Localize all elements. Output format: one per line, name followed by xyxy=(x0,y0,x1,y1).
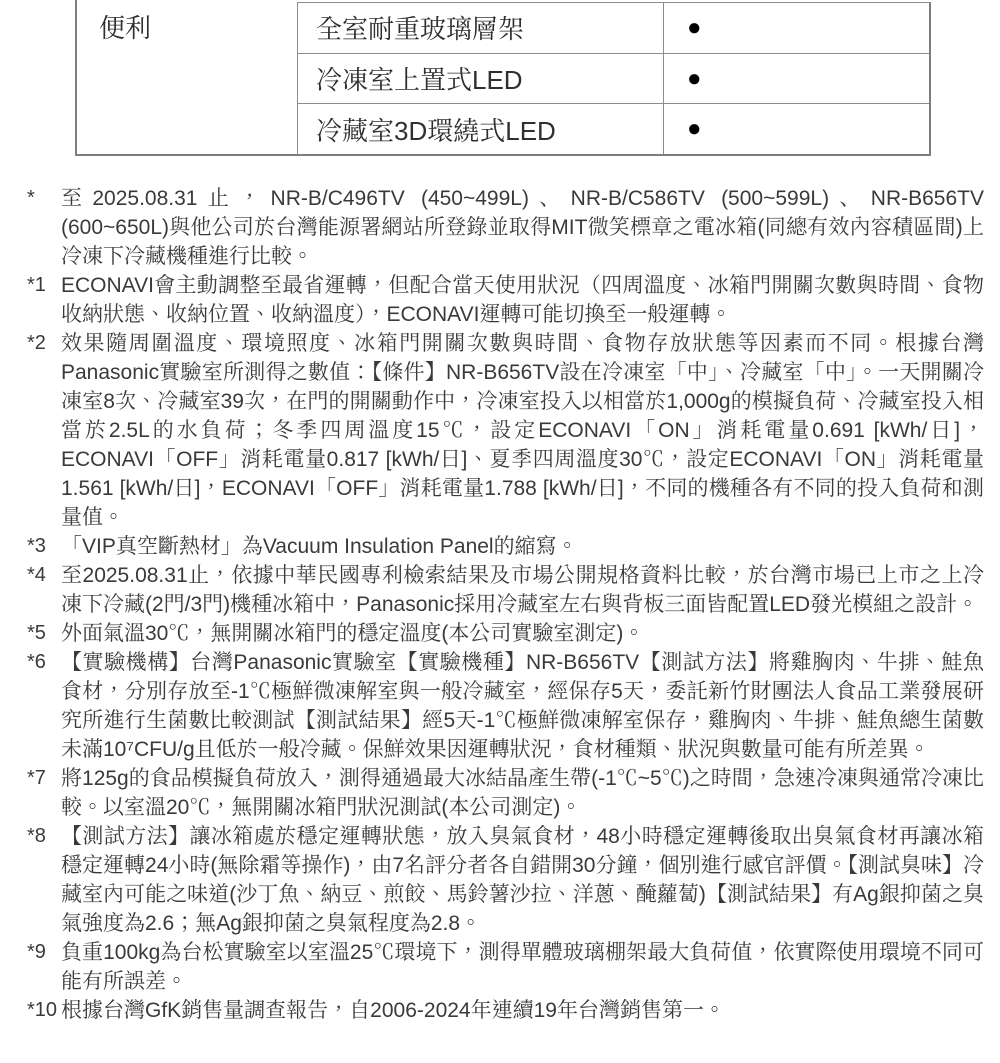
footnote-item xyxy=(0,619,1000,648)
footnote-marker: *2 xyxy=(27,332,46,354)
filled-dot-icon: ● xyxy=(687,115,702,143)
footnote-text: 效果隨周圍溫度、環境照度、冰箱門開關次數與時間、食物存放狀態等因素而不同。根據台灣Panasonic實驗室所測得之數值：【條件】NR-B656TV設在冷凍室「中」、冷藏室「中」。一天開關冷凍室8次、冷藏室39次，在門的開關動作中，冷凍室投入以相當於1,000g的模擬負荷、冷藏室投入相當於2.5L的水負荷；冬季四周溫度15℃，設定ECONAVI「ON」消耗電量0.691 [kWh/日]，ECONAVI「OFF」消耗電量0.817 [kWh/日]、夏季四周溫度30℃，設定ECONAVI「ON」消耗電量1.561 [kWh/日]，ECONAVI「OFF」消耗電量1.788 [kWh/日]，不同的機種各有不同的投入負荷和測量值。 xyxy=(61,332,984,529)
feature-presence-cell xyxy=(664,104,929,154)
footnote-text: 負重100kg為台松實驗室以室溫25℃環境下，測得單體玻璃棚架最大負荷值，依實際使用環境不同可能有所誤差。 xyxy=(61,941,984,993)
footnote-marker: *1 xyxy=(27,274,46,296)
footnote-marker: *5 xyxy=(27,622,46,644)
footnote-text: 【測試方法】讓冰箱處於穩定運轉狀態，放入臭氣食材，48小時穩定運轉後取出臭氣食材再讓冰箱穩定運轉24小時(無除霜等操作)，由7名評分者各自錯開30分鐘，個別進行感官評價。【測試臭味】冷藏室內可能之味道(沙丁魚、納豆、煎餃、馬鈴薯沙拉、洋蔥、醃蘿蔔)【測試結果】有Ag銀抑菌之臭氣強度為2.6；無Ag銀抑菌之臭氣程度為2.8。 xyxy=(61,825,984,935)
footnote-item xyxy=(0,996,1000,1025)
feature-name: 全室耐重玻璃層架 xyxy=(298,3,664,53)
feature-presence-cell xyxy=(664,54,929,104)
filled-dot-icon: ● xyxy=(687,13,702,41)
footnote-text: 至2025.08.31止，依據中華民國專利檢索結果及市場公開規格資料比較，於台灣市場已上市之上冷凍下冷藏(2門/3門)機種冰箱中，Panasonic採用冷藏室左右與背板三面皆配置LED發光模組之設計。 xyxy=(61,564,984,616)
feature-rows xyxy=(297,2,931,156)
footnote-item xyxy=(0,648,1000,764)
footnote-item xyxy=(0,822,1000,938)
footnote-text: 將125g的食品模擬負荷放入，測得通過最大冰結晶產生帶(-1℃~5℃)之時間，急速冷凍與通常冷凍比較。以室溫20℃，無開關冰箱門狀況測試(本公司測定)。 xyxy=(61,767,984,819)
footnote-marker: *8 xyxy=(27,825,46,847)
filled-dot-icon: ● xyxy=(687,64,702,92)
feature-name: 冷凍室上置式LED xyxy=(298,54,664,104)
category-cell xyxy=(75,0,297,156)
footnote-text: ECONAVI會主動調整至最省運轉，但配合當天使用狀況（四周溫度、冰箱門開關次數與時間、食物收納狀態、收納位置、收納溫度），ECONAVI運轉可能切換至一般運轉。 xyxy=(61,274,984,326)
footnote-item xyxy=(0,938,1000,996)
footnote-item xyxy=(0,764,1000,822)
table-row xyxy=(298,3,929,54)
footnote-text: 「VIP真空斷熱材」為Vacuum Insulation Panel的縮寫。 xyxy=(61,535,578,558)
footnote-marker: *7 xyxy=(27,767,46,789)
footnote-item xyxy=(0,184,1000,271)
footnote-text: 【實驗機構】台灣Panasonic實驗室【實驗機種】NR-B656TV【測試方法】將雞胸肉、牛排、鮭魚食材，分別存放至-1℃極鮮微凍解室與一般冷藏室，經保存5天，委託新竹財團法人食品工業發展研究所進行生菌數比較測試【測試結果】經5天-1℃極鮮微凍解室保存，雞胸肉、牛排、鮭魚總生菌數未滿10⁷CFU/g且低於一般冷藏。保鮮效果因運轉狀況，食材種類、狀況與數量可能有所差異。 xyxy=(61,651,984,761)
footnote-text: 至2025.08.31止，NR-B/C496TV (450~499L)、NR-B/C586TV (500~599L)、NR-B656TV (600~650L)與他公司於台灣能源署網站所登錄並取得MIT微笑標章之電冰箱(同總有效內容積區間)上冷凍下冷藏機種進行比較。 xyxy=(61,187,984,268)
feature-table xyxy=(75,0,931,156)
table-row xyxy=(298,104,929,154)
footnote-item xyxy=(0,561,1000,619)
footnote-text: 根據台灣GfK銷售量調查報告，自2006-2024年連續19年台灣銷售第一。 xyxy=(61,999,725,1022)
footnote-marker: *4 xyxy=(27,564,46,586)
footnote-item xyxy=(0,532,1000,561)
footnote-text: 外面氣溫30℃，無開關冰箱門的穩定溫度(本公司實驗室測定)。 xyxy=(61,622,645,645)
footnote-marker: *10 xyxy=(27,999,58,1021)
footnote-item xyxy=(0,271,1000,329)
footnotes-list xyxy=(0,184,1000,1025)
feature-presence-cell xyxy=(664,3,929,53)
feature-name: 冷藏室3D環繞式LED xyxy=(298,104,664,154)
footnote-marker: *9 xyxy=(27,941,46,963)
table-row xyxy=(298,54,929,105)
footnote-marker: *6 xyxy=(27,651,46,673)
footnote-item xyxy=(0,329,1000,532)
category-label: 便利 xyxy=(99,13,152,43)
footnote-marker: * xyxy=(27,187,35,209)
footnote-marker: *3 xyxy=(27,535,46,557)
